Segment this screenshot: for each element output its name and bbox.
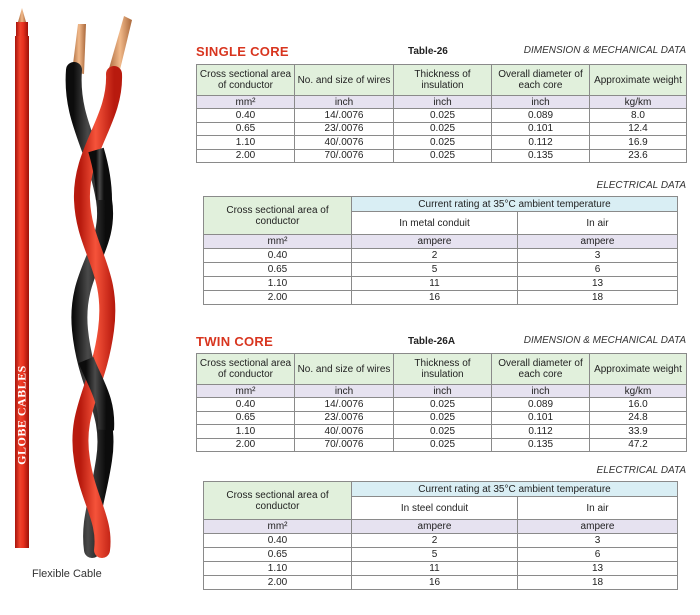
header-wires: No. and size of wires <box>295 354 394 385</box>
table-cell: 5 <box>352 263 518 277</box>
table-cell: 23/.0076 <box>295 411 394 425</box>
table-cell: 1.10 <box>197 425 295 439</box>
table-cell: 3 <box>518 249 678 263</box>
table-row <box>204 562 678 576</box>
table-cell: 23.6 <box>590 149 687 163</box>
unit-cell: ampere <box>518 520 678 534</box>
header-diameter: Overall diameter of each core <box>492 65 590 96</box>
header-conduit: In metal conduit <box>352 212 518 235</box>
table-row <box>197 122 687 136</box>
table-cell: 0.025 <box>394 136 492 150</box>
unit-cell: inch <box>295 385 394 398</box>
brand-text: GLOBE CABLES <box>14 365 29 465</box>
table-cell: 0.65 <box>197 122 295 136</box>
table-row <box>204 249 678 263</box>
twin-core-mechanical-table <box>196 353 687 452</box>
table-row <box>204 291 678 305</box>
single-core-dimension-label: DIMENSION & MECHANICAL DATA <box>523 45 686 56</box>
header-cross-section: Cross sectional area of conductor <box>197 354 295 385</box>
table-cell: 14/.0076 <box>295 398 394 412</box>
table-row <box>197 398 687 412</box>
header-air: In air <box>518 497 678 520</box>
table-cell: 13 <box>518 562 678 576</box>
table-row <box>197 109 687 123</box>
single-red-cable <box>15 36 29 548</box>
unit-cell: inch <box>394 96 492 109</box>
table-cell: 14/.0076 <box>295 109 394 123</box>
table-row <box>197 425 687 439</box>
header-thickness: Thickness of insulation <box>394 354 492 385</box>
table-unit-row <box>197 385 687 398</box>
table-row <box>204 576 678 590</box>
twin-core-heading <box>196 334 686 352</box>
table-cell: 0.101 <box>492 122 590 136</box>
single-core-table-number: Table-26 <box>408 46 448 57</box>
table-cell: 0.112 <box>492 425 590 439</box>
twin-core-table-number: Table-26A <box>408 336 456 347</box>
unit-cell: ampere <box>352 520 518 534</box>
table-cell: 0.135 <box>492 149 590 163</box>
unit-cell: inch <box>492 96 590 109</box>
unit-cell: kg/km <box>590 96 687 109</box>
table-cell: 6 <box>518 263 678 277</box>
header-cross-section: Cross sectional area of conductor <box>197 65 295 96</box>
table-cell: 2 <box>352 249 518 263</box>
table-cell: 0.025 <box>394 398 492 412</box>
table-cell: 0.089 <box>492 398 590 412</box>
table-cell: 0.025 <box>394 149 492 163</box>
table-cell: 70/.0076 <box>295 438 394 452</box>
table-cell: 1.10 <box>197 136 295 150</box>
twin-core-title: TWIN CORE <box>196 334 274 349</box>
table-cell: 0.025 <box>394 438 492 452</box>
table-cell: 2.00 <box>204 576 352 590</box>
unit-cell: mm² <box>197 96 295 109</box>
table-cell: 0.135 <box>492 438 590 452</box>
table-cell: 2.00 <box>197 438 295 452</box>
table-cell: 70/.0076 <box>295 149 394 163</box>
header-current-rating: Current rating at 35°C ambient temperature <box>352 482 678 497</box>
table-cell: 1.10 <box>204 562 352 576</box>
table-cell: 16 <box>352 291 518 305</box>
unit-cell: inch <box>295 96 394 109</box>
unit-cell: ampere <box>518 235 678 249</box>
table-cell: 40/.0076 <box>295 425 394 439</box>
table-row <box>204 263 678 277</box>
table-cell: 0.65 <box>204 263 352 277</box>
table-header-row <box>204 197 678 212</box>
table-cell: 5 <box>352 548 518 562</box>
cable-illustration-panel <box>0 0 190 615</box>
table-cell: 18 <box>518 291 678 305</box>
table-cell: 0.40 <box>204 249 352 263</box>
table-cell: 40/.0076 <box>295 136 394 150</box>
unit-cell: mm² <box>204 520 352 534</box>
table-row <box>204 534 678 548</box>
table-cell: 1.10 <box>204 277 352 291</box>
table-cell: 16 <box>352 576 518 590</box>
twin-core-electrical-table <box>203 481 678 590</box>
unit-cell: inch <box>394 385 492 398</box>
header-weight: Approximate weight <box>590 354 687 385</box>
table-cell: 16.9 <box>590 136 687 150</box>
header-cross-section: Cross sectional area of conductor <box>204 197 352 235</box>
black-core-overlap <box>96 150 104 200</box>
header-conduit: In steel conduit <box>352 497 518 520</box>
table-cell: 2.00 <box>197 149 295 163</box>
table-cell: 0.65 <box>204 548 352 562</box>
single-core-electrical-label: ELECTRICAL DATA <box>596 180 686 191</box>
table-unit-row <box>204 520 678 534</box>
table-cell: 12.4 <box>590 122 687 136</box>
image-caption: Flexible Cable <box>32 568 102 580</box>
table-cell: 11 <box>352 277 518 291</box>
table-cell: 18 <box>518 576 678 590</box>
table-cell: 16.0 <box>590 398 687 412</box>
brand-label <box>12 360 32 470</box>
table-header-row <box>204 482 678 497</box>
unit-cell: ampere <box>352 235 518 249</box>
table-cell: 3 <box>518 534 678 548</box>
table-unit-row <box>197 96 687 109</box>
table-unit-row <box>204 235 678 249</box>
table-cell: 6 <box>518 548 678 562</box>
unit-cell: mm² <box>204 235 352 249</box>
unit-cell: mm² <box>197 385 295 398</box>
table-cell: 2.00 <box>204 291 352 305</box>
table-cell: 0.025 <box>394 411 492 425</box>
single-core-electrical-table <box>203 196 678 305</box>
table-row <box>197 411 687 425</box>
header-weight: Approximate weight <box>590 65 687 96</box>
single-core-heading <box>196 44 686 62</box>
table-cell: 0.025 <box>394 425 492 439</box>
table-cell: 0.65 <box>197 411 295 425</box>
header-cross-section: Cross sectional area of conductor <box>204 482 352 520</box>
table-cell: 0.40 <box>197 398 295 412</box>
cable-tip <box>16 22 28 36</box>
table-header-row <box>197 65 687 96</box>
table-cell: 0.101 <box>492 411 590 425</box>
twin-core-dimension-label: DIMENSION & MECHANICAL DATA <box>523 335 686 346</box>
table-cell: 0.40 <box>197 109 295 123</box>
table-header-row <box>197 354 687 385</box>
table-cell: 0.089 <box>492 109 590 123</box>
header-diameter: Overall diameter of each core <box>492 354 590 385</box>
unit-cell: inch <box>492 385 590 398</box>
table-cell: 33.9 <box>590 425 687 439</box>
cable-illustration <box>0 0 190 560</box>
table-row <box>197 149 687 163</box>
table-cell: 0.112 <box>492 136 590 150</box>
table-row <box>204 548 678 562</box>
table-cell: 24.8 <box>590 411 687 425</box>
table-row <box>197 438 687 452</box>
header-current-rating: Current rating at 35°C ambient temperature <box>352 197 678 212</box>
table-cell: 13 <box>518 277 678 291</box>
table-cell: 47.2 <box>590 438 687 452</box>
header-wires: No. and size of wires <box>295 65 394 96</box>
table-cell: 0.40 <box>204 534 352 548</box>
table-row <box>197 136 687 150</box>
table-cell: 0.025 <box>394 109 492 123</box>
table-cell: 8.0 <box>590 109 687 123</box>
table-cell: 0.025 <box>394 122 492 136</box>
single-core-mechanical-table <box>196 64 687 163</box>
table-cell: 11 <box>352 562 518 576</box>
single-core-title: SINGLE CORE <box>196 44 289 59</box>
twin-core-electrical-label: ELECTRICAL DATA <box>596 465 686 476</box>
copper-strands-single <box>18 8 26 22</box>
unit-cell: kg/km <box>590 385 687 398</box>
header-thickness: Thickness of insulation <box>394 65 492 96</box>
table-cell: 2 <box>352 534 518 548</box>
table-cell: 23/.0076 <box>295 122 394 136</box>
table-row <box>204 277 678 291</box>
header-air: In air <box>518 212 678 235</box>
